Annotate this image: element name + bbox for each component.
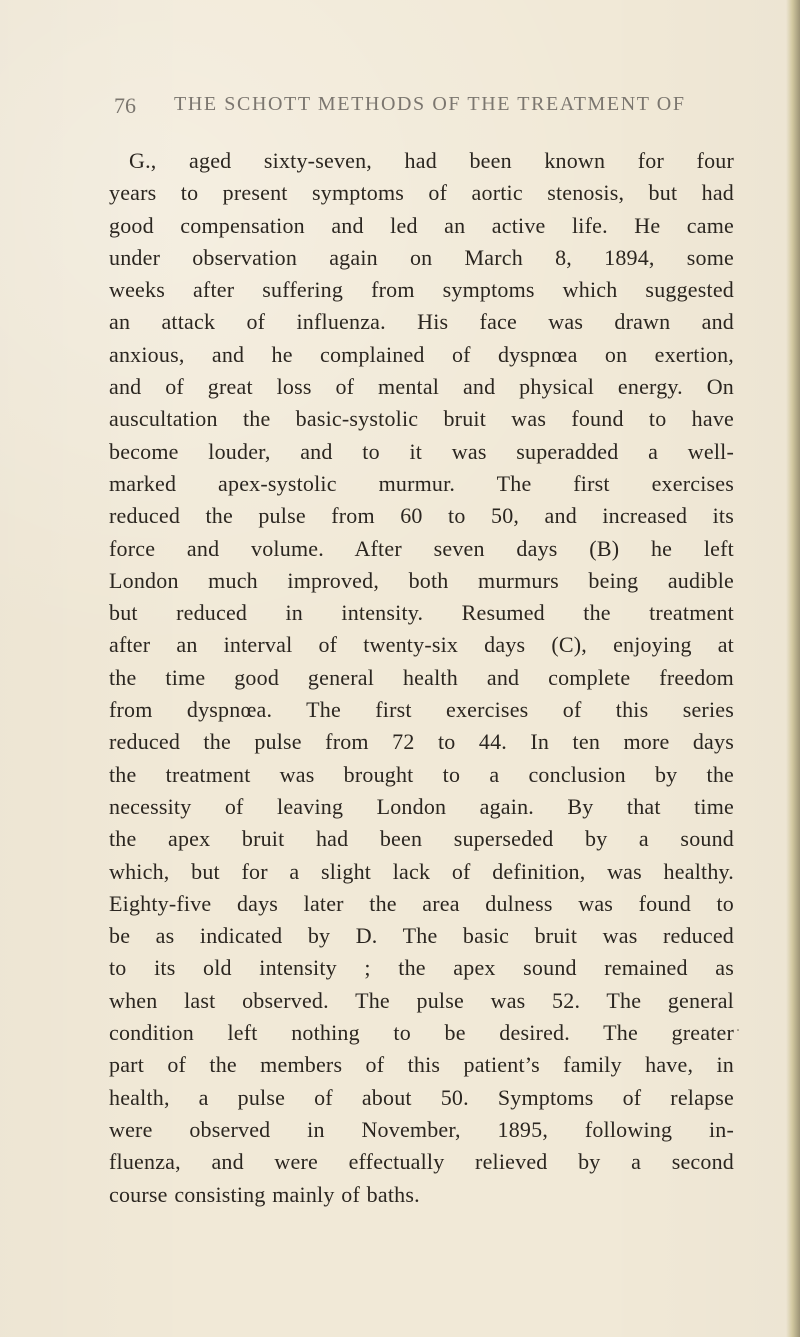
text-line: which, but for a slight lack of definition, was healthy. — [109, 858, 734, 884]
running-head: THE SCHOTT METHODS OF THE TREATMENT OF — [174, 93, 686, 115]
text-line: marked apex-systolic murmur. The first exercises — [109, 470, 734, 496]
text-line: necessity of leaving London again. By that time — [109, 793, 734, 819]
text-line: after an interval of twenty-six days (C), enjoying at — [109, 632, 734, 658]
text-line: reduced the pulse from 60 to 50, and increased its — [109, 503, 734, 529]
text-line: be as indicated by D. The basic bruit was reduced — [109, 923, 734, 949]
text-line: course consisting mainly of baths. — [109, 1181, 420, 1207]
body-text — [109, 145, 734, 1211]
text-line: condition left nothing to be desired. The greater — [109, 1020, 734, 1046]
text-line: anxious, and he complained of dyspnœa on exertion, — [109, 341, 734, 367]
page-edge-shadow — [786, 0, 800, 1337]
text-line: part of the members of this patient’s family have, in — [109, 1052, 734, 1078]
text-line: good compensation and led an active life. He came — [109, 212, 734, 238]
text-line: when last observed. The pulse was 52. The general — [109, 987, 734, 1013]
text-line: auscultation the basic-systolic bruit was found to have — [109, 406, 734, 432]
text-line: fluenza, and were effectually relieved by a second — [109, 1149, 734, 1175]
text-line: weeks after suffering from symptoms which suggested — [109, 277, 734, 303]
text-line: London much improved, both murmurs being audible — [109, 567, 734, 593]
text-line: Eighty-five days later the area dulness was found to — [109, 890, 734, 916]
text-line: years to present symptoms of aortic stenosis, but had — [109, 180, 734, 206]
text-line: health, a pulse of about 50. Symptoms of relapse — [109, 1084, 734, 1110]
text-line: from dyspnœa. The first exercises of this series — [109, 697, 734, 723]
text-line: the treatment was brought to a conclusion by the — [109, 761, 734, 787]
margin-mark: . — [736, 1018, 740, 1035]
text-line: and of great loss of mental and physical energy. On — [109, 374, 734, 400]
text-line: an attack of influenza. His face was drawn and — [109, 309, 734, 335]
text-line: the apex bruit had been superseded by a sound — [109, 826, 734, 852]
text-line: force and volume. After seven days (B) he left — [109, 535, 734, 561]
text-line: to its old intensity ; the apex sound remained as — [109, 955, 734, 981]
page-number: 76 — [114, 93, 136, 118]
text-line: G., aged sixty-seven, had been known for four — [129, 148, 734, 173]
text-line: under observation again on March 8, 1894, some — [109, 244, 734, 270]
text-line: become louder, and to it was superadded a well- — [109, 438, 734, 464]
text-line: reduced the pulse from 72 to 44. In ten more days — [109, 729, 734, 755]
text-line: were observed in November, 1895, following in- — [109, 1116, 734, 1142]
text-line: but reduced in intensity. Resumed the treatment — [109, 600, 734, 626]
text-line: the time good general health and complete freedom — [109, 664, 734, 690]
